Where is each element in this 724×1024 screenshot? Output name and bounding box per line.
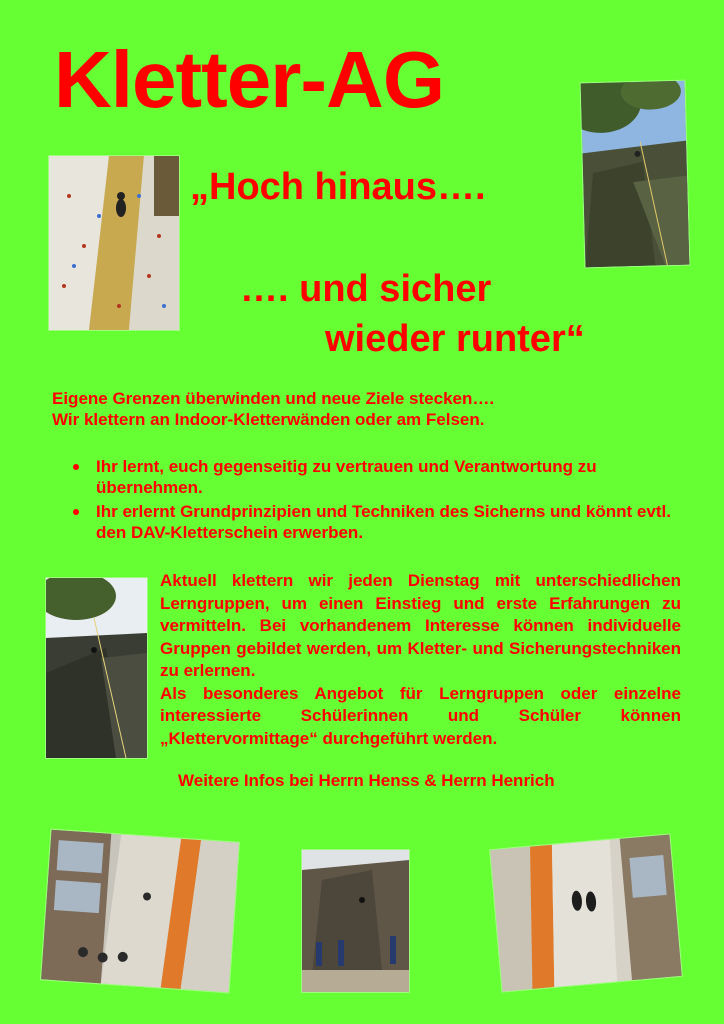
- rock-face-photo: [581, 81, 690, 268]
- slogan-line-2: …. und sicher: [240, 268, 492, 310]
- description-text: [160, 570, 681, 750]
- climbing-hall-photo-left: [41, 830, 239, 993]
- indoor-wall-photo: [49, 156, 179, 330]
- outdoor-climber-photo: [46, 578, 147, 758]
- bullet-item: Ihr lernt, euch gegenseitig zu vertrauen und Verantwortung zu übernehmen.: [70, 456, 680, 498]
- intro-line-2: Wir klettern an Indoor-Kletterwänden oder am Felsen.: [52, 410, 485, 429]
- page-title: Kletter-AG: [54, 35, 445, 124]
- description-paragraph-2: Als besonderes Angebot für Lerngruppen oder einzelne interessierte Schülerinnen und Schüler können „Klettervormittage“ durchgeführt werden.: [160, 683, 681, 748]
- intro-text: [52, 388, 494, 430]
- climbing-hall-photo-right: [490, 834, 682, 991]
- bullet-list: [70, 456, 680, 546]
- intro-line-1: Eigene Grenzen überwinden und neue Ziele stecken….: [52, 389, 495, 408]
- bullet-item: Ihr erlernt Grundprinzipien und Techniken des Sicherns und könnt evtl. den DAV-Kletterschein erwerben.: [70, 501, 680, 543]
- description-paragraph-1: Aktuell klettern wir jeden Dienstag mit unterschiedlichen Lerngruppen, um einen Einstieg und erste Erfahrungen zu vermitteln. Bei vorhandenem Interesse können individuelle Gruppen gebildet werden, um Kletter- und Sicherungstechniken zu erlernen.: [160, 571, 681, 680]
- slogan-line-1: „Hoch hinaus….: [190, 166, 486, 208]
- contact-info: Weitere Infos bei Herrn Henss & Herrn Henrich: [178, 771, 555, 790]
- rock-group-photo: [302, 850, 409, 992]
- slogan-line-3: wieder runter“: [325, 318, 585, 360]
